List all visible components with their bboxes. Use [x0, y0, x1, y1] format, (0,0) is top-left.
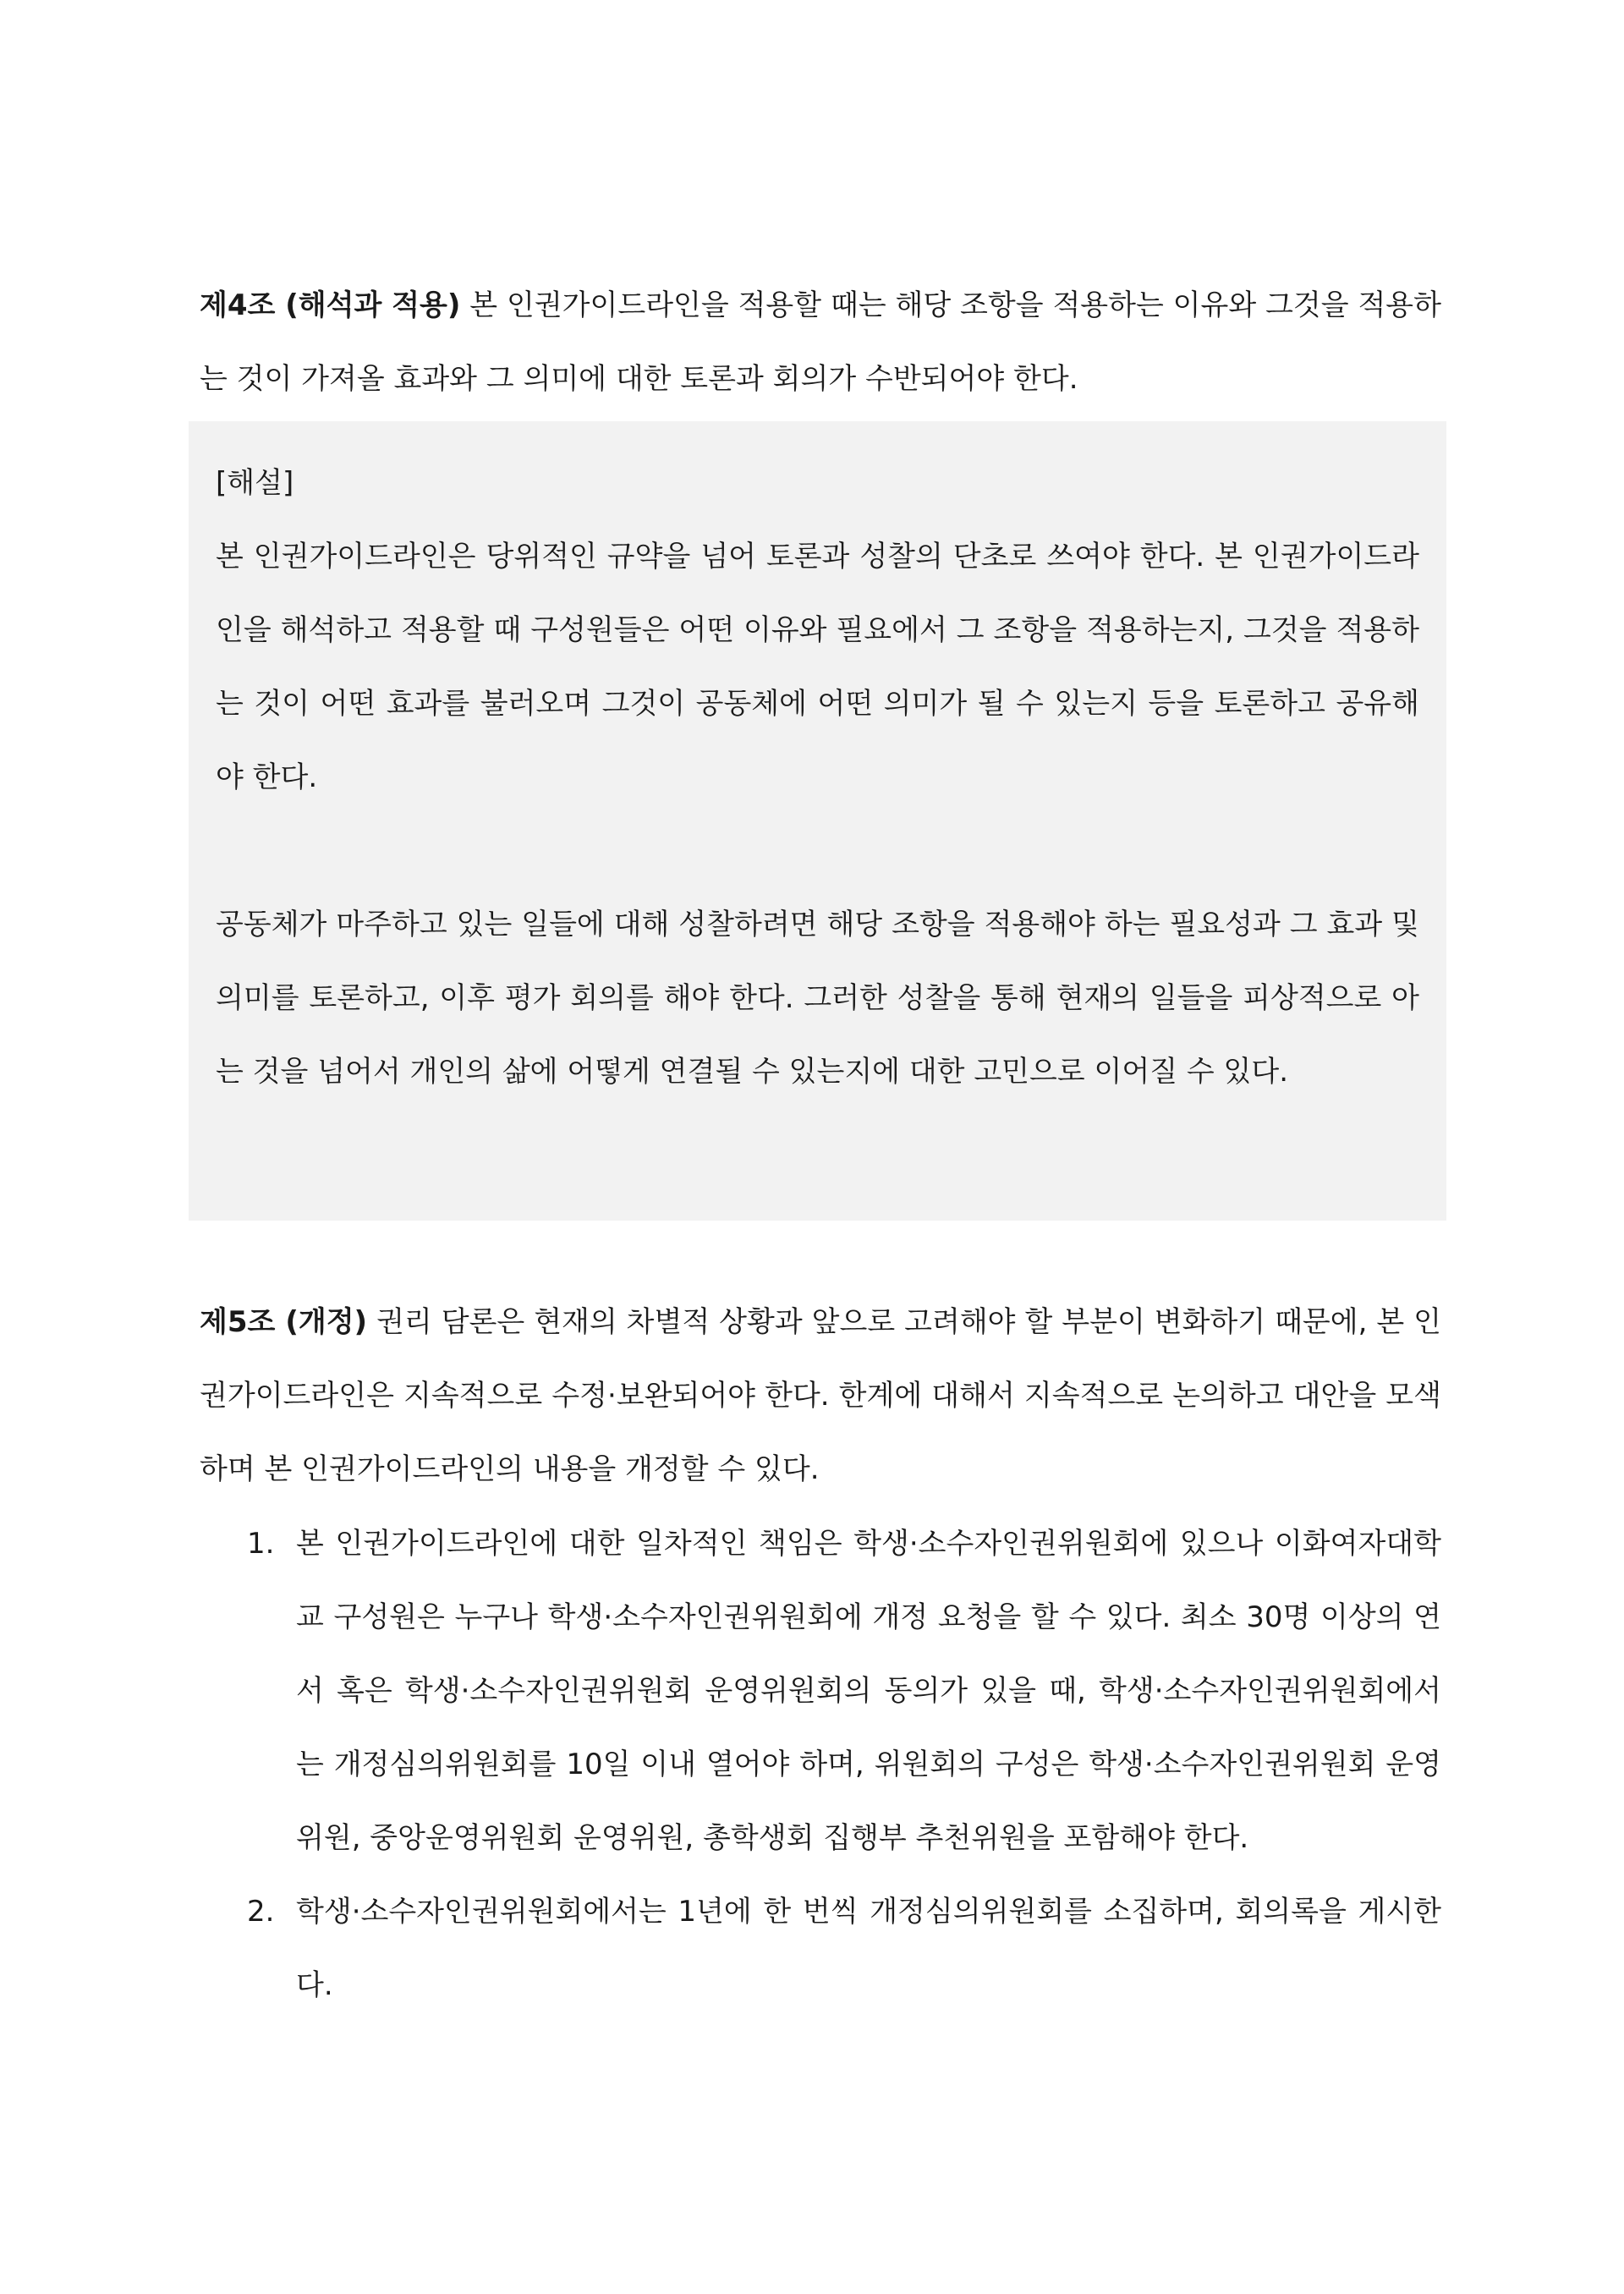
commentary-label: [해설] [216, 466, 294, 500]
list-item [200, 1507, 1441, 1875]
article-5 [200, 1286, 1441, 1506]
list-item-number: 1. [247, 1527, 275, 1561]
article-4-body: 본 인권가이드라인을 적용할 때는 해당 조항을 적용하는 이유와 그것을 적용하는 것이 가져올 효과와 그 의미에 대한 토론과 회의가 수반되어야 한다. [200, 288, 1441, 396]
article-4-heading: 제4조 (해석과 적용) [200, 288, 461, 322]
article-5-list [200, 1507, 1441, 2022]
list-item [200, 1875, 1441, 2022]
list-item-text: 본 인권가이드라인에 대한 일차적인 책임은 학생·소수자인권위원회에 있으나 이화여자대학교 구성원은 누구나 학생·소수자인권위원회에 개정 요청을 할 수 있다. 최소 30명 이상의 연서 혹은 학생·소수자인권위원회 운영위원회의 동의가 있을 때, 학생·소수자인권위원회에서는 개정심의위원회를 10일 이내 열어야 하며, 위원회의 구성은 학생·소수자인권위원회 운영위원, 중앙운영위원회 운영위원, 총학생회 집행부 추천위원을 포함해야 한다. [296, 1527, 1441, 1855]
commentary-paragraph-2: 공동체가 마주하고 있는 일들에 대해 성찰하려면 해당 조항을 적용해야 하는 필요성과 그 효과 및 의미를 토론하고, 이후 평가 회의를 해야 한다. 그러한 성찰을 통해 현재의 일들을 피상적으로 아는 것을 넘어서 개인의 삶에 어떻게 연결될 수 있는지에 대한 고민으로 이어질 수 있다. [216, 908, 1419, 1089]
list-item-number: 2. [247, 1895, 275, 1929]
article-5-body: 권리 담론은 현재의 차별적 상황과 앞으로 고려해야 할 부분이 변화하기 때문에, 본 인권가이드라인은 지속적으로 수정·보완되어야 한다. 한계에 대해서 지속적으로 논의하고 대안을 모색하며 본 인권가이드라인의 내용을 개정할 수 있다. [200, 1305, 1442, 1486]
commentary-box [189, 421, 1446, 1221]
list-item-text: 학생·소수자인권위원회에서는 1년에 한 번씩 개정심의위원회를 소집하며, 회의록을 게시한다. [296, 1895, 1441, 2002]
article-4 [200, 269, 1441, 416]
article-5-heading: 제5조 (개정) [200, 1305, 368, 1339]
commentary-paragraph-1: 본 인권가이드라인은 당위적인 규약을 넘어 토론과 성찰의 단초로 쓰여야 한다. 본 인권가이드라인을 해석하고 적용할 때 구성원들은 어떤 이유와 필요에서 그 조항을 적용하는지, 그것을 적용하는 것이 어떤 효과를 불러오며 그것이 공동체에 어떤 의미가 될 수 있는지 등을 토론하고 공유해야 한다. [216, 540, 1419, 794]
